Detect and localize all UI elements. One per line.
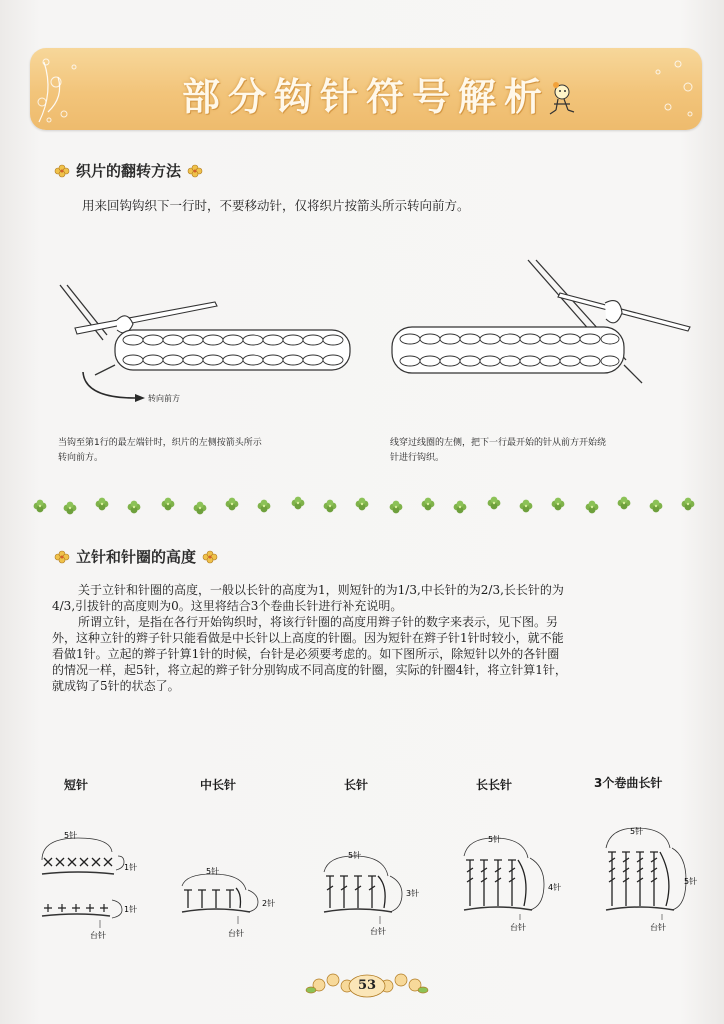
section-heading-text: 立针和针圈的高度 — [76, 548, 197, 566]
fabric-turning-illustration-right — [380, 255, 700, 395]
page-number: 53 — [357, 978, 377, 993]
section-heading-text: 织片的翻转方法 — [76, 162, 182, 180]
page-title: 部分钩针符号解析 — [181, 75, 550, 119]
svg-text:台针: 台针 — [228, 929, 244, 938]
triple-treble-crochet-diagram — [600, 822, 710, 942]
stitch-label-double: 长针 — [344, 778, 369, 792]
svg-text:5针: 5针 — [684, 877, 698, 886]
single-crochet-diagram — [38, 830, 158, 950]
section-heading-height — [52, 546, 220, 567]
mascot-icon — [540, 80, 580, 120]
page-number-badge — [305, 970, 429, 1000]
svg-text:台针: 台针 — [90, 931, 106, 940]
svg-text:1针: 1针 — [124, 863, 138, 872]
double-crochet-diagram — [318, 846, 438, 946]
section-heading-turning — [52, 160, 205, 181]
arrow-label: 转向前方 — [148, 394, 180, 403]
svg-text:2针: 2针 — [262, 899, 276, 908]
title-banner — [30, 48, 702, 130]
svg-text:4针: 4针 — [548, 883, 562, 892]
intro-text: 用来回钩钩织下一行时，不要移动针，仅将织片按箭头所示转向前方。 — [82, 198, 470, 213]
svg-text:台针: 台针 — [650, 923, 666, 932]
clover-divider — [28, 492, 708, 516]
fabric-turning-illustration-left — [55, 280, 365, 410]
svg-text:5针: 5针 — [64, 831, 78, 840]
svg-text:3针: 3针 — [406, 889, 420, 898]
stitch-label-triple-treble: 3个卷曲长针 — [594, 776, 663, 790]
stitch-label-single: 短针 — [64, 778, 89, 792]
svg-text:台针: 台针 — [370, 927, 386, 936]
flower-icon — [185, 164, 205, 178]
height-paragraph: 关于立针和针圈的高度，一般以长针的高度为1，则短针的为1/3,中长针的为2/3,长长针的为 4/3,引拔针的高度则为0。这里将结合3个卷曲长针进行补充说明。 所谓立针，是指在各行开始钩织时，将该行针圈的高度用辫子针的数字来表示，见下图。另 外，这种立针的辫子针只能看做是中长针以上高度的针圈。因为短针在辫子针1针时较小，就不能 看做1针。立起的辫子针算1针的时候，台针是必须要考虑的。如下图所示，除短针以外的各针圈 的情况一样，起5针，将立起的辫子针分别钩成不同高度的针圈，实际的针圈4针，将立针算1针， 就成钩了5针的状态了。 — [52, 583, 567, 693]
flower-icon — [52, 550, 72, 564]
flower-icon — [52, 164, 72, 178]
flower-icon — [200, 550, 220, 564]
svg-text:5针: 5针 — [206, 867, 220, 876]
half-double-crochet-diagram — [176, 860, 296, 950]
stitch-label-treble: 长长针 — [476, 778, 513, 792]
svg-text:1针: 1针 — [124, 905, 138, 914]
caption-left: 当钩至第1行的最左端针时，织片的左侧按箭头所示 转向前方。 — [58, 438, 262, 463]
stitch-label-half-double: 中长针 — [200, 778, 237, 792]
svg-text:台针: 台针 — [510, 923, 526, 932]
treble-crochet-diagram — [458, 830, 578, 940]
svg-text:5针: 5针 — [488, 835, 502, 844]
svg-text:5针: 5针 — [630, 827, 644, 836]
caption-right: 线穿过线圈的左侧，把下一行最开始的针从前方开始绕 针进行钩织。 — [390, 438, 607, 463]
svg-text:5针: 5针 — [348, 851, 362, 860]
